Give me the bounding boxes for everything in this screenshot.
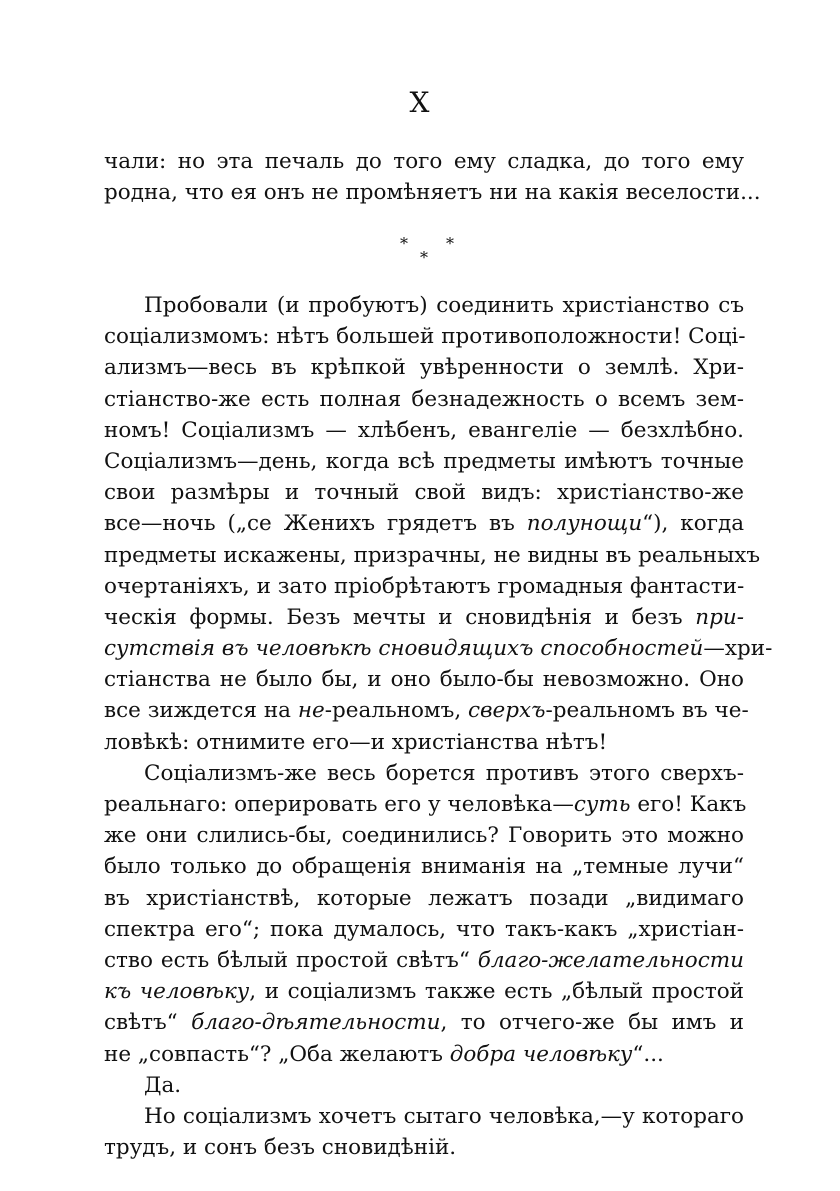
- text-line: было только до обращенія вниманія на „темные лучи“: [104, 854, 744, 880]
- text-segment: —хри-: [703, 636, 773, 662]
- text-line: Но соціализмъ хочетъ сытаго человѣка,—у котораго: [144, 1103, 744, 1129]
- text-line: номъ! Соціализмъ — хлѣбенъ, евангеліе — безхлѣбно.: [104, 417, 744, 443]
- text-line: Соціализмъ-же весь борется противъ этого сверхъ-: [144, 760, 744, 786]
- text-line: стіанства не было бы, и оно было-бы невозможно. Оно: [104, 667, 744, 693]
- text-segment: не „совпасть“? „Оба желаютъ: [104, 1041, 450, 1067]
- text-segment: все—ночь („се Женихъ грядетъ въ: [104, 511, 527, 537]
- text-segment: , то отчего-же бы имъ и: [440, 1010, 745, 1036]
- text-line: чали: но эта печаль до того ему сладка, до того ему: [104, 149, 744, 174]
- text-segment: , и соціализмъ также есть „бѣлый простой: [249, 979, 745, 1005]
- text-line: ловѣкѣ: отнимите его—и христіанства нѣтъ!: [104, 729, 608, 755]
- italic-segment: не: [297, 698, 325, 724]
- text-line: [104, 602, 744, 633]
- text-line: родна, что ея онъ не промѣняетъ ни на какія веселости...: [104, 180, 761, 206]
- page-number: X: [409, 86, 431, 119]
- text-segment: “...: [632, 1041, 664, 1067]
- text-line: предметы искажены, призрачны, не видны въ реальныхъ: [104, 542, 761, 568]
- italic-segment: благо-дѣятельности: [191, 1010, 441, 1036]
- asterisk-icon: *: [446, 234, 454, 253]
- text-segment: “), когда: [642, 511, 745, 537]
- text-segment: реальнаго: оперировать его у человѣка—: [104, 792, 574, 817]
- text-line: [104, 945, 744, 976]
- italic-segment: добра человѣку: [449, 1041, 633, 1067]
- opening-text: [104, 146, 761, 208]
- asterisk-icon: *: [400, 234, 408, 253]
- text-line: [104, 789, 747, 820]
- text-line: [104, 633, 773, 664]
- text-segment: свѣтъ“: [104, 1010, 192, 1036]
- text-line: соціализмомъ: нѣтъ большей противоположности! Соці-: [104, 324, 746, 350]
- text-segment: все зиждется на: [104, 698, 298, 724]
- asterisk-icon: *: [420, 248, 428, 267]
- text-segment: его! Какъ: [630, 792, 747, 817]
- italic-segment: при-: [695, 604, 744, 630]
- text-line: [104, 508, 744, 539]
- text-line: Да.: [144, 1072, 182, 1098]
- text-line: Соціализмъ—день, когда всѣ предметы имѣютъ точные: [104, 448, 744, 474]
- main-text: [104, 290, 773, 1163]
- italic-segment: суть: [573, 792, 631, 817]
- text-line: ализмъ—весь въ крѣпкой увѣренности о землѣ. Хри-: [104, 355, 744, 381]
- text-line: Пробовали (и пробуютъ) соединить христіанство съ: [144, 293, 744, 318]
- text-line: же они слились-бы, соединились? Говорить это можно: [104, 823, 744, 849]
- text-line: [104, 1039, 744, 1070]
- text-segment: -реальномъ въ че-: [545, 698, 749, 724]
- text-line: спектра его“; пока думалось, что такъ-какъ „христіан-: [104, 916, 744, 942]
- text-line: очертаніяхъ, и зато пріобрѣтаютъ громадныя фантасти-: [104, 573, 745, 599]
- text-line: стіанство-же есть полная безнадежность о всемъ зем-: [104, 386, 744, 412]
- text-line: [104, 976, 744, 1007]
- italic-segment: полунощи: [526, 511, 643, 537]
- text-segment: ческія формы. Безъ мечты и сновидѣнія и безъ: [104, 604, 696, 630]
- text-line: свои размѣры и точный свой видъ: христіанство-же: [104, 480, 744, 506]
- italic-segment: сутствія въ человѣкѣ сновидящихъ способностей: [104, 636, 704, 662]
- text-segment: -реальномъ,: [324, 698, 468, 724]
- text-line: трудъ, и сонъ безъ сновидѣній.: [104, 1135, 457, 1161]
- italic-segment: благо-желательности: [477, 947, 744, 973]
- text-line: [104, 695, 749, 726]
- text-line: въ христіанствѣ, которые лежатъ позади „видимаго: [104, 885, 744, 911]
- italic-segment: къ человѣку: [104, 979, 250, 1005]
- asterism-divider: [0, 234, 840, 274]
- text-segment: ство есть бѣлый простой свѣтъ“: [104, 947, 478, 973]
- text-line: [104, 1007, 744, 1038]
- italic-segment: сверхъ: [468, 698, 546, 724]
